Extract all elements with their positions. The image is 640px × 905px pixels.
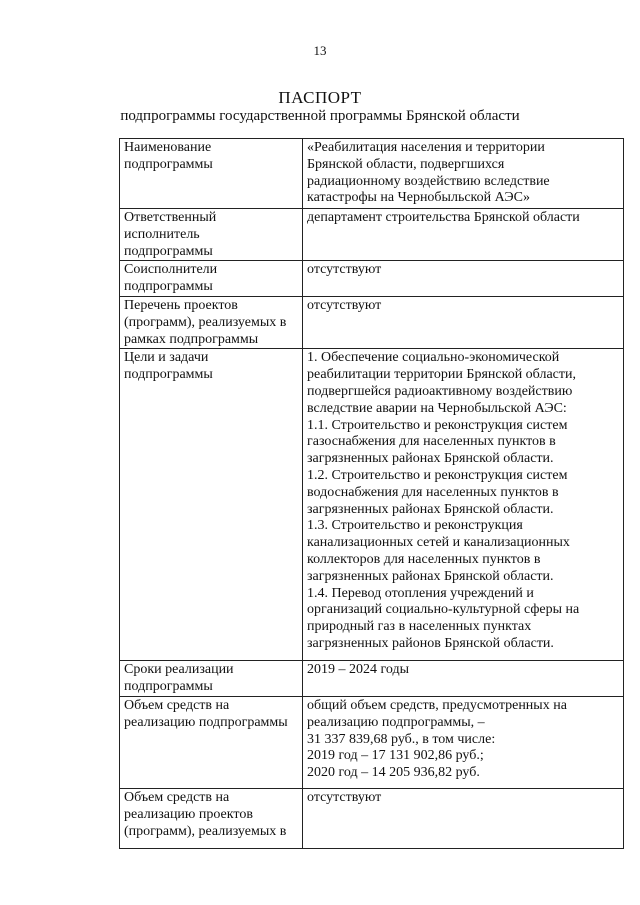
row-label-cell — [120, 661, 303, 697]
passport-table — [119, 138, 624, 849]
row-label-line: (программ), реализуемых в — [124, 823, 287, 839]
row-value-line: организаций социально-культурной сферы на — [307, 602, 580, 618]
row-label-cell — [120, 139, 303, 209]
row-value-line: «Реабилитация населения и территории — [307, 140, 545, 155]
row-value-line: канализационных сетей и канализационных — [307, 535, 570, 551]
row-label-line: реализацию подпрограммы — [124, 714, 288, 730]
row-value-line: коллекторов для населенных пунктов в — [307, 551, 541, 567]
row-value-line: катастрофы на Чернобыльской АЭС» — [307, 190, 530, 206]
row-label-line: рамках подпрограммы — [124, 331, 259, 347]
row-value-cell — [303, 696, 624, 788]
row-label-line: Наименование — [124, 140, 212, 155]
row-value-line: 31 337 839,68 руб., в том числе: — [307, 731, 496, 747]
row-label-line: подпрограммы — [124, 679, 213, 695]
row-value-line: отсутствуют — [307, 297, 382, 313]
row-value-line: загрязненных районов Брянской области. — [307, 635, 554, 651]
row-value-line: природный газ в населенных пунктах — [307, 619, 532, 635]
row-value-line: 1.3. Строительство и реконструкция — [307, 518, 523, 534]
row-label-line: (программ), реализуемых в — [124, 314, 287, 330]
row-value-line: водоснабжения для населенных пунктов в — [307, 484, 559, 500]
row-label-line: реализацию проектов — [124, 806, 253, 822]
row-value-line: 2020 год – 14 205 936,82 руб. — [307, 765, 480, 781]
table-row — [120, 661, 624, 697]
row-label-cell — [120, 696, 303, 788]
row-label-line: Перечень проектов — [124, 297, 238, 313]
row-value-cell — [303, 209, 624, 261]
row-value-line: 1.4. Перевод отопления учреждений и — [307, 585, 534, 601]
document-subtitle: подпрограммы государственной программы Брянской области — [120, 108, 520, 124]
row-label-line: Соисполнители — [124, 262, 218, 278]
row-value-cell — [303, 788, 624, 848]
row-value-line: 1.1. Строительство и реконструкция систем — [307, 417, 568, 433]
row-value-line: газоснабжения для населенных пунктов в — [307, 434, 556, 450]
row-label-line: подпрограммы — [124, 367, 213, 383]
row-label-line: подпрограммы — [124, 243, 213, 259]
row-value-line: отсутствуют — [307, 789, 382, 805]
row-value-cell — [303, 139, 624, 209]
row-label-cell — [120, 209, 303, 261]
row-label-line: Объем средств на — [124, 697, 230, 713]
row-label-cell — [120, 296, 303, 348]
row-value-line: 1.2. Строительство и реконструкция систем — [307, 467, 568, 483]
row-label-cell — [120, 788, 303, 848]
row-label-line: подпрограммы — [124, 279, 213, 295]
row-value-line: загрязненных районах Брянской области. — [307, 501, 554, 517]
row-label-line: подпрограммы — [124, 156, 213, 172]
row-label-line: Объем средств на — [124, 789, 230, 805]
row-label-cell — [120, 349, 303, 661]
row-value-line: радиационному воздействию вследствие — [307, 173, 550, 189]
row-value-line: департамент строительства Брянской области — [307, 210, 580, 225]
row-value-line: 2019 – 2024 годы — [307, 662, 410, 678]
row-value-line: общий объем средств, предусмотренных на — [307, 697, 567, 713]
table-row — [120, 788, 624, 848]
table-row — [120, 349, 624, 661]
row-value-line: 2019 год – 17 131 902,86 руб.; — [307, 748, 484, 764]
table-row — [120, 139, 624, 209]
row-value-line: подвергшейся радиоактивному воздействию — [307, 383, 573, 399]
row-value-cell — [303, 296, 624, 348]
table-row — [120, 209, 624, 261]
row-value-cell — [303, 661, 624, 697]
table-row — [120, 696, 624, 788]
row-value-line: реализацию подпрограммы, – — [307, 714, 485, 730]
table-row — [120, 296, 624, 348]
row-value-line: загрязненных районах Брянской области. — [307, 451, 554, 467]
row-value-line: реабилитации территории Брянской области, — [307, 367, 576, 383]
passport-table-body — [120, 139, 624, 849]
page-number: 13 — [313, 43, 327, 58]
row-value-line: 1. Обеспечение социально-экономической — [307, 350, 560, 366]
row-label-cell — [120, 261, 303, 297]
row-value-cell — [303, 261, 624, 297]
row-label-line: исполнитель — [124, 226, 200, 242]
row-value-line: отсутствуют — [307, 262, 382, 278]
document-title: ПАСПОРТ — [278, 88, 362, 107]
row-value-line: вследствие аварии на Чернобыльской АЭС: — [307, 400, 567, 416]
row-label-line: Цели и задачи — [124, 350, 209, 366]
table-row — [120, 261, 624, 297]
row-label-line: Сроки реализации — [124, 662, 234, 678]
row-value-line: загрязненных районах Брянской области. — [307, 568, 554, 584]
row-label-line: Ответственный — [124, 210, 217, 225]
row-value-line: Брянской области, подвергшихся — [307, 156, 505, 172]
row-value-cell — [303, 349, 624, 661]
